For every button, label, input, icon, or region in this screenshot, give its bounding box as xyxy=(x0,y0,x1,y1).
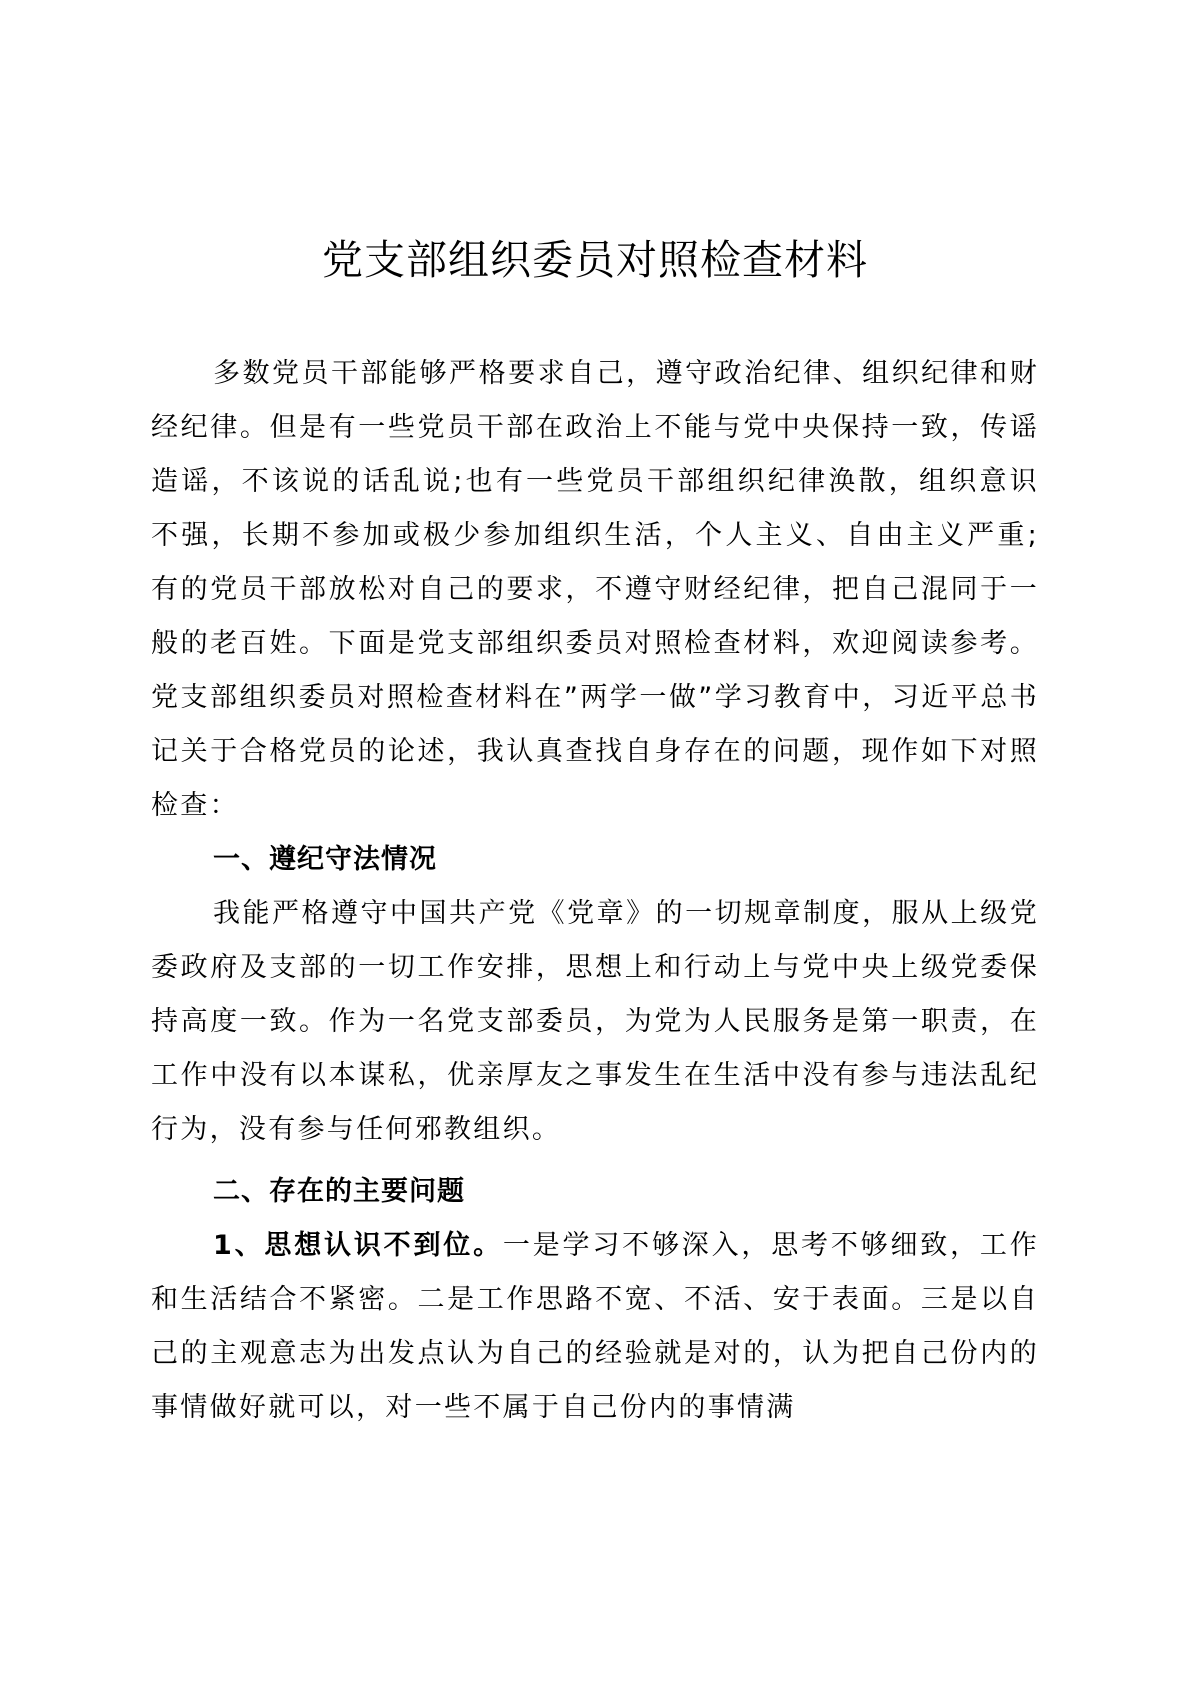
problem-item-lead: 1、思想认识不到位。 xyxy=(213,1230,503,1261)
section-heading-problems: 二、存在的主要问题 xyxy=(213,1176,465,1207)
section-heading-discipline: 一、遵纪守法情况 xyxy=(213,844,437,875)
problem-item-text: 一是学习不够深入，思考不够细致，工作和生活结合不紧密。二是工作思路不宽、不活、安于表面。三是以自己的主观意志为出发点认为自己的经验就是对的，认为把自己份内的事情做好就可以，对一些不属于自己份内的事情满 xyxy=(151,1230,1039,1423)
intro-paragraph: 多数党员干部能够严格要求自己，遵守政治纪律、组织纪律和财经纪律。但是有一些党员干部在政治上不能与党中央保持一致，传谣造谣，不该说的话乱说;也有一些党员干部组织纪律涣散，组织意识不强，长期不参加或极少参加组织生活，个人主义、自由主义严重;有的党员干部放松对自己的要求，不遵守财经纪律，把自己混同于一般的老百姓。下面是党支部组织委员对照检查材料，欢迎阅读参考。党支部组织委员对照检查材料在”两学一做”学习教育中，习近平总书记关于合格党员的论述，我认真查找自身存在的问题，现作如下对照检查： xyxy=(151,358,1039,821)
document-body xyxy=(151,347,1039,1435)
problem-item-paragraph xyxy=(151,1219,1039,1435)
document-title: 党支部组织委员对照检查材料 xyxy=(322,236,868,284)
section-paragraph-discipline: 我能严格遵守中国共产党《党章》的一切规章制度，服从上级党委政府及支部的一切工作安排，思想上和行动上与党中央上级党委保持高度一致。作为一名党支部委员，为党为人民服务是第一职责，在工作中没有以本谋私，优亲厚友之事发生在生活中没有参与违法乱纪行为，没有参与任何邪教组织。 xyxy=(151,898,1039,1145)
